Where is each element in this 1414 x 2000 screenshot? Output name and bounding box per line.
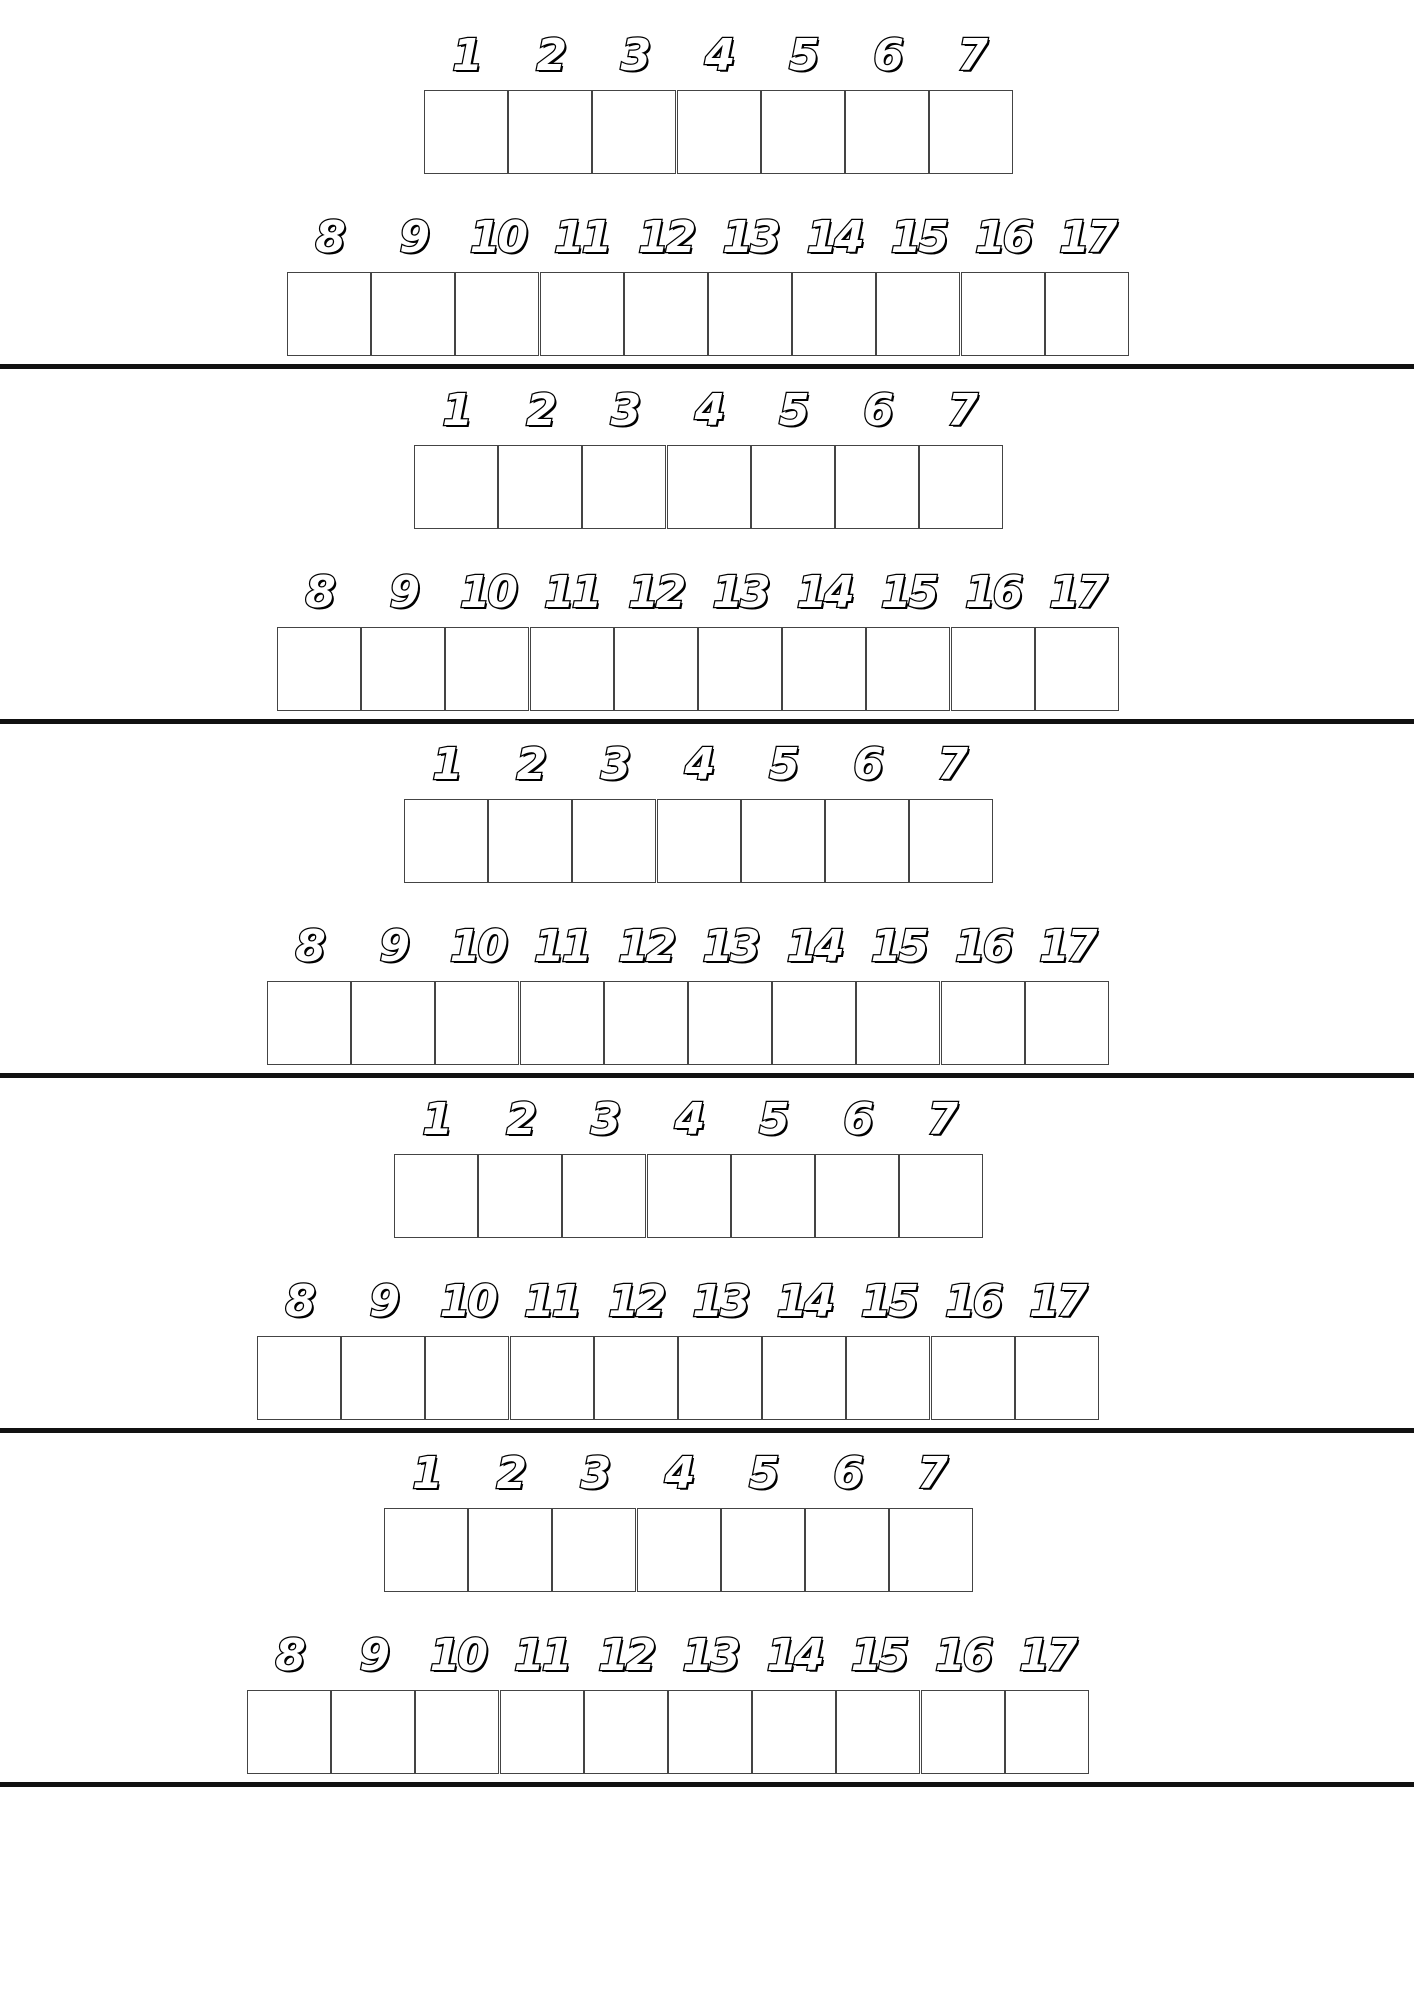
answer-box[interactable]	[677, 90, 761, 174]
answer-box[interactable]	[782, 627, 866, 711]
cell-number-label: 2	[506, 1093, 534, 1145]
answer-cell	[592, 22, 676, 172]
answer-cell	[741, 731, 825, 881]
answer-box[interactable]	[277, 627, 361, 711]
answer-cell	[667, 377, 751, 527]
answer-box[interactable]	[341, 1336, 425, 1420]
worksheet-section	[0, 1440, 1414, 1794]
answer-box[interactable]	[866, 627, 950, 711]
answer-box[interactable]	[424, 90, 508, 174]
answer-box[interactable]	[404, 799, 488, 883]
answer-cell	[394, 1086, 478, 1236]
answer-cell	[761, 22, 845, 172]
answer-box[interactable]	[498, 445, 582, 529]
cell-number-label: 7	[937, 739, 965, 790]
cell-number-label: 6	[853, 739, 881, 790]
cell-number-label: 4	[684, 739, 713, 790]
number-row-1-7	[414, 377, 1003, 527]
answer-cell	[341, 1268, 425, 1418]
cell-number-label: 6	[863, 384, 891, 436]
cell-number-label: 10	[459, 566, 515, 618]
answer-box[interactable]	[741, 799, 825, 883]
answer-cell	[1035, 559, 1119, 709]
answer-box[interactable]	[846, 1336, 930, 1420]
cell-number-label: 10	[449, 921, 505, 972]
cell-number-label: 1	[412, 1448, 440, 1499]
answer-cell	[455, 204, 539, 354]
section-divider	[0, 719, 1414, 724]
answer-cell	[909, 731, 993, 881]
cell-number-label: 17	[1039, 921, 1095, 972]
answer-cell	[698, 559, 782, 709]
answer-box[interactable]	[751, 445, 835, 529]
answer-box[interactable]	[394, 1154, 478, 1238]
answer-cell	[371, 204, 455, 354]
answer-cell	[688, 913, 772, 1063]
answer-cell	[866, 559, 950, 709]
cell-number-label: 12	[628, 566, 684, 618]
answer-box[interactable]	[624, 272, 708, 356]
cell-number-label: 4	[694, 384, 723, 436]
answer-box[interactable]	[604, 981, 688, 1065]
answer-cell	[572, 731, 656, 881]
cell-number-label: 1	[432, 739, 460, 790]
answer-cell	[415, 1622, 499, 1772]
answer-box[interactable]	[876, 272, 960, 356]
answer-cell	[899, 1086, 983, 1236]
cell-number-label: 12	[638, 212, 694, 263]
cell-number-label: 17	[1059, 212, 1115, 263]
cell-number-label: 9	[389, 566, 417, 618]
answer-box[interactable]	[805, 1508, 889, 1592]
answer-box[interactable]	[909, 799, 993, 883]
answer-cell	[782, 559, 866, 709]
answer-box[interactable]	[772, 981, 856, 1065]
answer-box[interactable]	[835, 445, 919, 529]
answer-box[interactable]	[247, 1690, 331, 1774]
answer-cell	[594, 1268, 678, 1418]
cell-number-label: 3	[620, 30, 649, 81]
answer-cell	[287, 204, 371, 354]
answer-cell	[510, 1268, 594, 1418]
answer-box[interactable]	[721, 1508, 805, 1592]
cell-number-label: 6	[833, 1448, 861, 1499]
cell-number-label: 10	[469, 212, 525, 263]
answer-box[interactable]	[899, 1154, 983, 1238]
answer-box[interactable]	[361, 627, 445, 711]
number-row-8-17	[247, 1622, 1089, 1772]
cell-number-label: 11	[543, 566, 600, 618]
answer-box[interactable]	[698, 627, 782, 711]
answer-box[interactable]	[708, 272, 792, 356]
answer-box[interactable]	[1025, 981, 1109, 1065]
cell-number-label: 8	[305, 566, 333, 618]
number-row-8-17	[277, 559, 1119, 709]
answer-box[interactable]	[351, 981, 435, 1065]
cell-number-label: 15	[890, 212, 946, 263]
answer-box[interactable]	[761, 90, 845, 174]
answer-box[interactable]	[1045, 272, 1129, 356]
answer-cell	[1025, 913, 1109, 1063]
cell-number-label: 7	[927, 1093, 955, 1145]
answer-box[interactable]	[508, 90, 592, 174]
cell-number-label: 4	[664, 1448, 693, 1499]
answer-cell	[425, 1268, 509, 1418]
answer-cell	[708, 204, 792, 354]
cell-number-label: 13	[692, 1275, 748, 1327]
answer-box[interactable]	[825, 799, 909, 883]
answer-box[interactable]	[530, 627, 614, 711]
answer-box[interactable]	[257, 1336, 341, 1420]
answer-box[interactable]	[961, 272, 1045, 356]
worksheet-section	[0, 731, 1414, 1085]
section-divider	[0, 1428, 1414, 1433]
cell-number-label: 6	[843, 1093, 871, 1145]
cell-number-label: 15	[870, 921, 926, 972]
cell-number-label: 14	[776, 1275, 832, 1327]
worksheet-section	[0, 22, 1414, 376]
answer-cell	[856, 913, 940, 1063]
answer-cell	[647, 1086, 731, 1236]
cell-number-label: 9	[359, 1630, 387, 1681]
answer-cell	[257, 1268, 341, 1418]
worksheet-section	[0, 377, 1414, 731]
cell-number-label: 9	[369, 1275, 397, 1327]
answer-cell	[508, 22, 592, 172]
answer-box[interactable]	[488, 799, 572, 883]
answer-box[interactable]	[371, 272, 455, 356]
answer-cell	[815, 1086, 899, 1236]
answer-box[interactable]	[792, 272, 876, 356]
answer-cell	[941, 913, 1025, 1063]
answer-box[interactable]	[678, 1336, 762, 1420]
answer-box[interactable]	[584, 1690, 668, 1774]
answer-cell	[478, 1086, 562, 1236]
answer-cell	[637, 1440, 721, 1590]
cell-number-label: 14	[806, 212, 862, 263]
cell-number-label: 5	[768, 739, 797, 790]
cell-number-label: 16	[944, 1275, 1001, 1327]
answer-cell	[721, 1440, 805, 1590]
cell-number-label: 8	[315, 212, 343, 263]
answer-box[interactable]	[331, 1690, 415, 1774]
cell-number-label: 11	[513, 1630, 570, 1681]
answer-cell	[384, 1440, 468, 1590]
cell-number-label: 2	[516, 739, 544, 790]
cell-number-label: 16	[934, 1630, 991, 1681]
answer-box[interactable]	[552, 1508, 636, 1592]
cell-number-label: 14	[796, 566, 852, 618]
cell-number-label: 8	[295, 921, 323, 972]
answer-box[interactable]	[592, 90, 676, 174]
number-row-1-7	[404, 731, 993, 881]
answer-cell	[1045, 204, 1129, 354]
answer-box[interactable]	[594, 1336, 678, 1420]
answer-cell	[836, 1622, 920, 1772]
cell-number-label: 7	[917, 1448, 945, 1499]
cell-number-label: 1	[452, 30, 480, 81]
answer-cell	[552, 1440, 636, 1590]
answer-cell	[277, 559, 361, 709]
cell-number-label: 3	[590, 1093, 619, 1145]
answer-cell	[825, 731, 909, 881]
answer-box[interactable]	[478, 1154, 562, 1238]
cell-number-label: 15	[850, 1630, 906, 1681]
cell-number-label: 13	[712, 566, 768, 618]
cell-number-label: 7	[957, 30, 985, 81]
number-row-8-17	[287, 204, 1129, 354]
answer-box[interactable]	[540, 272, 624, 356]
answer-cell	[792, 204, 876, 354]
answer-cell	[921, 1622, 1005, 1772]
answer-cell	[435, 913, 519, 1063]
answer-box[interactable]	[1005, 1690, 1089, 1774]
answer-box[interactable]	[572, 799, 656, 883]
answer-box[interactable]	[921, 1690, 1005, 1774]
cell-number-label: 5	[778, 384, 807, 436]
answer-cell	[961, 204, 1045, 354]
answer-cell	[657, 731, 741, 881]
answer-box[interactable]	[414, 445, 498, 529]
answer-cell	[668, 1622, 752, 1772]
answer-box[interactable]	[500, 1690, 584, 1774]
answer-cell	[520, 913, 604, 1063]
cell-number-label: 8	[285, 1275, 313, 1327]
answer-cell	[604, 913, 688, 1063]
answer-box[interactable]	[931, 1336, 1015, 1420]
cell-number-label: 5	[788, 30, 817, 81]
answer-cell	[614, 559, 698, 709]
answer-box[interactable]	[468, 1508, 552, 1592]
answer-box[interactable]	[856, 981, 940, 1065]
answer-cell	[752, 1622, 836, 1772]
answer-box[interactable]	[455, 272, 539, 356]
answer-box[interactable]	[657, 799, 741, 883]
cell-number-label: 12	[618, 921, 674, 972]
number-row-1-7	[384, 1440, 973, 1590]
answer-box[interactable]	[1035, 627, 1119, 711]
number-row-8-17	[267, 913, 1109, 1063]
cell-number-label: 12	[608, 1275, 664, 1327]
cell-number-label: 12	[598, 1630, 654, 1681]
answer-cell	[845, 22, 929, 172]
answer-box[interactable]	[836, 1690, 920, 1774]
answer-box[interactable]	[445, 627, 529, 711]
answer-cell	[876, 204, 960, 354]
cell-number-label: 4	[674, 1093, 703, 1145]
answer-box[interactable]	[614, 627, 698, 711]
cell-number-label: 17	[1049, 566, 1105, 618]
cell-number-label: 11	[553, 212, 610, 263]
answer-box[interactable]	[425, 1336, 509, 1420]
section-divider	[0, 364, 1414, 369]
cell-number-label: 17	[1019, 1630, 1075, 1681]
answer-cell	[424, 22, 508, 172]
answer-box[interactable]	[520, 981, 604, 1065]
answer-box[interactable]	[919, 445, 1003, 529]
answer-cell	[731, 1086, 815, 1236]
cell-number-label: 8	[275, 1630, 303, 1681]
answer-cell	[530, 559, 614, 709]
answer-box[interactable]	[384, 1508, 468, 1592]
answer-box[interactable]	[287, 272, 371, 356]
answer-cell	[361, 559, 445, 709]
cell-number-label: 2	[526, 384, 554, 436]
answer-box[interactable]	[1015, 1336, 1099, 1420]
answer-cell	[267, 913, 351, 1063]
answer-cell	[805, 1440, 889, 1590]
cell-number-label: 5	[748, 1448, 777, 1499]
answer-cell	[846, 1268, 930, 1418]
answer-box[interactable]	[762, 1336, 846, 1420]
answer-box[interactable]	[752, 1690, 836, 1774]
cell-number-label: 10	[429, 1630, 485, 1681]
answer-cell	[931, 1268, 1015, 1418]
answer-box[interactable]	[510, 1336, 594, 1420]
cell-number-label: 13	[682, 1630, 738, 1681]
cell-number-label: 9	[399, 212, 427, 263]
answer-cell	[562, 1086, 646, 1236]
answer-cell	[762, 1268, 846, 1418]
answer-box[interactable]	[688, 981, 772, 1065]
answer-box[interactable]	[435, 981, 519, 1065]
cell-number-label: 16	[974, 212, 1031, 263]
cell-number-label: 1	[442, 384, 470, 436]
answer-cell	[468, 1440, 552, 1590]
answer-cell	[540, 204, 624, 354]
cell-number-label: 17	[1029, 1275, 1085, 1327]
answer-cell	[351, 913, 435, 1063]
answer-cell	[247, 1622, 331, 1772]
answer-cell	[951, 559, 1035, 709]
answer-cell	[445, 559, 529, 709]
cell-number-label: 9	[379, 921, 407, 972]
answer-box[interactable]	[889, 1508, 973, 1592]
cell-number-label: 16	[964, 566, 1021, 618]
worksheet-section	[0, 1086, 1414, 1440]
cell-number-label: 1	[422, 1093, 450, 1145]
answer-box[interactable]	[731, 1154, 815, 1238]
cell-number-label: 2	[496, 1448, 524, 1499]
answer-box[interactable]	[647, 1154, 731, 1238]
cell-number-label: 3	[600, 739, 629, 790]
answer-cell	[889, 1440, 973, 1590]
cell-number-label: 14	[766, 1630, 822, 1681]
cell-number-label: 2	[536, 30, 564, 81]
cell-number-label: 13	[702, 921, 758, 972]
answer-cell	[678, 1268, 762, 1418]
answer-cell	[404, 731, 488, 881]
cell-number-label: 5	[758, 1093, 787, 1145]
cell-number-label: 15	[860, 1275, 916, 1327]
cell-number-label: 3	[580, 1448, 609, 1499]
cell-number-label: 11	[533, 921, 590, 972]
answer-cell	[331, 1622, 415, 1772]
answer-box[interactable]	[845, 90, 929, 174]
number-row-1-7	[394, 1086, 983, 1236]
answer-cell	[919, 377, 1003, 527]
answer-cell	[772, 913, 856, 1063]
cell-number-label: 13	[722, 212, 778, 263]
cell-number-label: 11	[523, 1275, 580, 1327]
answer-cell	[498, 377, 582, 527]
answer-cell	[1005, 1622, 1089, 1772]
number-row-8-17	[257, 1268, 1099, 1418]
number-row-1-7	[424, 22, 1013, 172]
cell-number-label: 7	[947, 384, 975, 436]
answer-cell	[414, 377, 498, 527]
answer-cell	[500, 1622, 584, 1772]
answer-box[interactable]	[582, 445, 666, 529]
answer-cell	[677, 22, 761, 172]
cell-number-label: 10	[439, 1275, 495, 1327]
answer-cell	[488, 731, 572, 881]
cell-number-label: 4	[704, 30, 733, 81]
answer-box[interactable]	[929, 90, 1013, 174]
cell-number-label: 15	[880, 566, 936, 618]
answer-cell	[624, 204, 708, 354]
answer-box[interactable]	[267, 981, 351, 1065]
answer-box[interactable]	[668, 1690, 752, 1774]
answer-cell	[584, 1622, 668, 1772]
answer-box[interactable]	[667, 445, 751, 529]
answer-box[interactable]	[815, 1154, 899, 1238]
answer-cell	[835, 377, 919, 527]
cell-number-label: 14	[786, 921, 842, 972]
section-divider	[0, 1073, 1414, 1078]
answer-cell	[751, 377, 835, 527]
cell-number-label: 6	[873, 30, 901, 81]
answer-box[interactable]	[941, 981, 1025, 1065]
answer-box[interactable]	[562, 1154, 646, 1238]
answer-box[interactable]	[637, 1508, 721, 1592]
section-divider	[0, 1782, 1414, 1787]
cell-number-label: 16	[954, 921, 1011, 972]
answer-box[interactable]	[415, 1690, 499, 1774]
answer-cell	[929, 22, 1013, 172]
cell-number-label: 3	[610, 384, 639, 436]
answer-box[interactable]	[951, 627, 1035, 711]
answer-cell	[582, 377, 666, 527]
answer-cell	[1015, 1268, 1099, 1418]
